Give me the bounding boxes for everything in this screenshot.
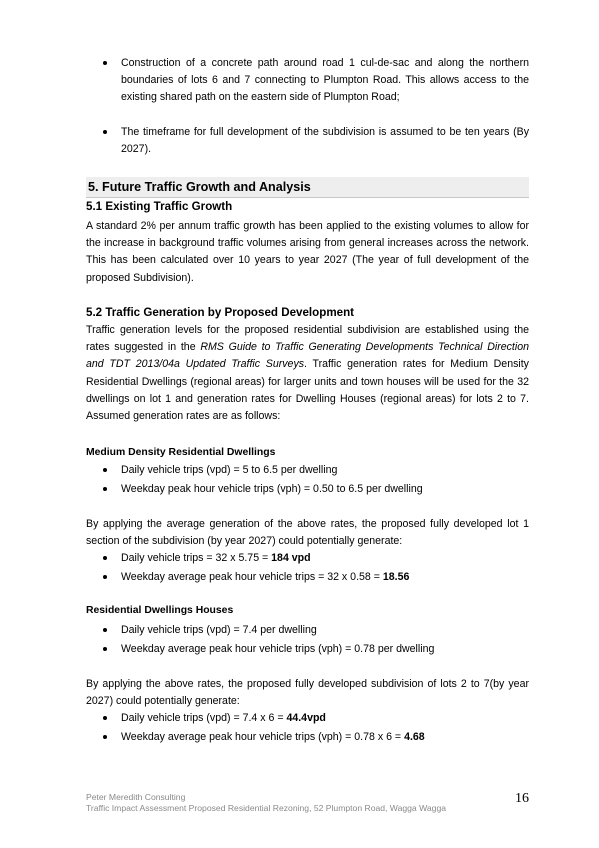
reference-title: RMS Guide to Traffic Generating Developments Technical Direction and TDT 2013/04a Updated Traffic Surveys (86, 341, 530, 371)
result-text: Daily vehicle trips (vpd) = 7.4 x 6 = (121, 712, 287, 724)
houses-rates-list (86, 622, 529, 658)
list-item: Construction of a concrete path around road 1 cul-de-sac and along the northern boundaries of lots 6 and 7 connecting to Plumpton Road. This allows access to the existing shared path on the eastern side of Plumpton Road; (86, 55, 529, 107)
houses-apply-text: By applying the above rates, the proposed fully developed subdivision of lots 2 to 7(by year 2027) could potentially generate: (86, 678, 529, 708)
section-5-2-paragraph (86, 322, 529, 425)
houses-heading: Residential Dwellings Houses (86, 605, 234, 616)
result-value: 18.56 (382, 571, 410, 584)
paragraph-text: Traffic generation levels for the proposed residential subdivision are established using the rates suggested in the (86, 324, 529, 354)
section-5-1-paragraph: A standard 2% per annum traffic growth has been applied to the existing volumes to allow for the increase in background traffic volumes arising from general increases across the network. This has been calculated over 10 years to year 2027 (The year of full development of the proposed Subdivision). (86, 220, 529, 284)
list-item: The timeframe for full development of the subdivision is assumed to be ten years (By 2027). (86, 124, 529, 158)
houses-results-list (86, 710, 529, 746)
section-5-2-heading: 5.2 Traffic Generation by Proposed Development (86, 306, 355, 319)
list-item (86, 710, 529, 727)
result-text: Daily vehicle trips = 32 x 5.75 = (121, 552, 272, 564)
footer-company: Peter Meredith Consulting (86, 792, 186, 802)
result-text: Weekday average peak hour vehicle trips = 32 x 0.58 = (121, 571, 383, 584)
section-5-heading: 5. Future Traffic Growth and Analysis (86, 177, 529, 198)
result-value: 184 vpd (271, 552, 311, 564)
top-bullet-list (86, 55, 529, 107)
medium-density-apply-text: By applying the average generation of the above rates, the proposed fully developed lot 1 section of the subdivision (by year 2027) could potentially generate: (86, 518, 529, 548)
medium-density-heading: Medium Density Residential Dwellings (86, 447, 276, 458)
medium-density-results-list (86, 550, 529, 586)
paragraph-text: . Traffic generation rates for Medium Density Residential Dwellings (regional areas) for larger units and town houses will be used for the 32 dwellings on lot 1 and generation rates for Dwelling Houses (regional areas) for lots 2 to 7. Assumed generation rates are as follows: (86, 358, 529, 423)
page-footer (86, 792, 529, 814)
list-item: Daily vehicle trips (vpd) = 5 to 6.5 per dwelling (86, 462, 529, 479)
result-value: 4.68 (404, 731, 425, 744)
list-item (86, 550, 529, 567)
result-value: 44.4vpd (286, 712, 326, 724)
list-item: Weekday peak hour vehicle trips (vph) = 0.50 to 6.5 per dwelling (86, 481, 529, 498)
footer-document-title: Traffic Impact Assessment Proposed Residential Rezoning, 52 Plumpton Road, Wagga Wagga (86, 803, 447, 813)
top-bullet-list (86, 124, 529, 158)
list-item (86, 729, 529, 746)
page-number: 16 (515, 791, 529, 806)
list-item: Weekday average peak hour vehicle trips (vph) = 0.78 per dwelling (86, 641, 529, 658)
result-text: Weekday average peak hour vehicle trips (vph) = 0.78 x 6 = (121, 731, 405, 744)
section-5-1-heading: 5.1 Existing Traffic Growth (86, 200, 233, 213)
medium-density-rates-list (86, 462, 529, 498)
list-item (86, 569, 529, 586)
list-item: Daily vehicle trips (vpd) = 7.4 per dwelling (86, 622, 529, 639)
